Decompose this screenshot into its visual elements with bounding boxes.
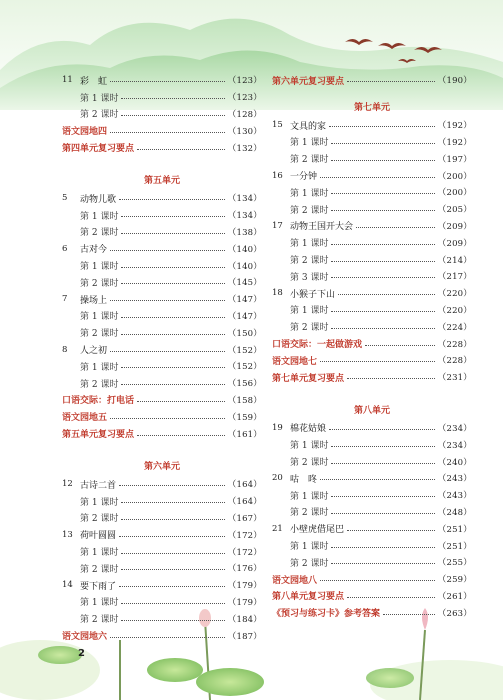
page-ref: （214） [437, 255, 472, 266]
toc-entry [272, 604, 472, 621]
dot-leader [331, 209, 434, 211]
lesson-number: 13 [62, 529, 73, 540]
session-title: 第 2 课时 [80, 278, 119, 289]
entry-title: 小壁虎借尾巴 [290, 525, 345, 536]
toc-entry [62, 627, 262, 644]
lesson-number: 11 [62, 75, 73, 86]
session-title: 第 1 课时 [290, 188, 329, 199]
entry-title: 人之初 [80, 346, 108, 357]
page-ref: （224） [437, 322, 472, 333]
session-title: 第 1 课时 [80, 312, 119, 323]
session-title: 第 1 课时 [80, 262, 119, 273]
page-ref: （231） [437, 373, 472, 384]
page-ref: （145） [227, 278, 262, 289]
toc-entry [272, 234, 472, 251]
entry-title: 小猴子下山 [290, 289, 336, 300]
flying-birds-decoration [340, 28, 450, 68]
page-ref: （140） [227, 244, 262, 255]
toc-entry [62, 89, 262, 106]
page-ref: （128） [227, 109, 262, 120]
entry-title: 要下雨了 [80, 581, 117, 592]
session-title: 第 1 课时 [290, 239, 329, 250]
page-ref: （130） [227, 126, 262, 137]
session-title: 第 2 课时 [80, 615, 119, 626]
page-ref: （205） [437, 205, 472, 216]
session-title: 第 1 课时 [80, 93, 119, 104]
entry-title: 荷叶圆圆 [80, 531, 117, 542]
toc-entry [62, 139, 262, 156]
lesson-number: 21 [272, 523, 283, 534]
page-ref: （251） [437, 524, 472, 535]
toc-entry [62, 72, 262, 89]
page-ref: （184） [227, 614, 262, 625]
toc-entry [62, 324, 262, 341]
lesson-number: 7 [62, 294, 68, 305]
page-ref: （190） [437, 76, 472, 87]
page-ref: （192） [437, 121, 472, 132]
page-ref: （197） [437, 154, 472, 165]
dot-leader [119, 585, 225, 587]
page-ref: （179） [227, 581, 262, 592]
page-ref: （209） [437, 221, 472, 232]
dot-leader [121, 333, 224, 335]
toc-entry [272, 554, 472, 571]
dot-leader [121, 97, 224, 99]
dot-leader [331, 327, 434, 329]
dot-leader [121, 602, 224, 604]
session-title: 第 3 课时 [290, 272, 329, 283]
session-title: 第 1 课时 [290, 306, 329, 317]
session-title: 第 2 课时 [290, 323, 329, 334]
entry-title: 动物王国开大会 [290, 222, 354, 233]
entry-title: 口语交际：一起做游戏 [272, 340, 363, 351]
session-title: 第 1 课时 [80, 211, 119, 222]
dot-leader [121, 114, 224, 116]
page-ref: （134） [227, 194, 262, 205]
dot-leader [119, 198, 225, 200]
dot-leader [121, 316, 224, 318]
page-ref: （228） [437, 356, 472, 367]
session-title: 第 2 课时 [290, 155, 329, 166]
toc-entry [62, 257, 262, 274]
unit6-heading: 第六单元 [143, 462, 180, 473]
dot-leader [121, 518, 224, 520]
dot-leader [110, 350, 225, 352]
dot-leader [320, 176, 435, 178]
entry-title: 第四单元复习要点 [62, 144, 135, 155]
toc-entry [272, 470, 472, 487]
dot-leader [119, 535, 225, 537]
dot-leader [110, 299, 225, 301]
dot-leader [137, 148, 225, 150]
toc-entry [272, 571, 472, 588]
entry-title: 第六单元复习要点 [272, 76, 345, 87]
page-ref: （234） [437, 423, 472, 434]
entry-title: 咕 咚 [290, 474, 318, 485]
lesson-number: 14 [62, 580, 73, 591]
dot-leader [121, 266, 224, 268]
session-title: 第 2 课时 [80, 514, 119, 525]
toc-entry [272, 352, 472, 369]
page-ref: （187） [227, 631, 262, 642]
session-title: 第 1 课时 [290, 542, 329, 553]
entry-title: 棉花姑娘 [290, 424, 327, 435]
dot-leader [331, 546, 434, 548]
toc-entry [272, 335, 472, 352]
page-ref: （176） [227, 564, 262, 575]
toc-entry [62, 577, 262, 594]
entry-title: 动物儿歌 [80, 194, 117, 205]
page-ref: （263） [437, 608, 472, 619]
dot-leader [110, 131, 225, 133]
page-ref: （248） [437, 507, 472, 518]
dot-leader [110, 249, 225, 251]
dot-leader [331, 462, 434, 464]
lesson-number: 15 [272, 120, 283, 131]
session-title: 第 2 课时 [80, 329, 119, 340]
dot-leader [121, 552, 224, 554]
session-title: 第 1 课时 [80, 362, 119, 373]
lesson-number: 19 [272, 422, 283, 433]
unit5-heading: 第五单元 [143, 176, 180, 187]
entry-title: 第七单元复习要点 [272, 373, 345, 384]
dot-leader [121, 215, 224, 217]
entry-title: 古对今 [80, 245, 108, 256]
page-ref: （259） [437, 575, 472, 586]
dot-leader [320, 360, 435, 362]
unit8-heading: 第八单元 [353, 406, 390, 417]
lesson-number: 18 [272, 288, 283, 299]
session-title: 第 2 课时 [80, 564, 119, 575]
unit6-tail-list [272, 72, 472, 89]
page-ref: （138） [227, 227, 262, 238]
dot-leader [137, 434, 225, 436]
page-ref: （167） [227, 513, 262, 524]
dot-leader [365, 344, 435, 346]
page-ref: （243） [437, 474, 472, 485]
entry-title: 文具的家 [290, 121, 327, 132]
toc-entry [272, 420, 472, 437]
entry-title: 语文园地七 [272, 356, 318, 367]
session-title: 第 1 课时 [290, 491, 329, 502]
unit5-list [62, 190, 262, 442]
toc-entry [62, 375, 262, 392]
dot-leader [331, 159, 434, 161]
lesson-number: 17 [272, 220, 283, 231]
page-ref: （156） [227, 379, 262, 390]
toc-entry [62, 122, 262, 139]
unit7-list [272, 117, 472, 386]
toc-entry [62, 594, 262, 611]
toc-entry [62, 341, 262, 358]
session-title: 第 2 课时 [80, 379, 119, 390]
dot-leader [320, 579, 435, 581]
page-ref: （234） [437, 440, 472, 451]
toc-entry [62, 610, 262, 627]
dot-leader [331, 260, 434, 262]
dot-leader [110, 636, 225, 638]
session-title: 第 1 课时 [80, 598, 119, 609]
unit8-list [272, 420, 472, 622]
page-ref: （164） [227, 497, 262, 508]
dot-leader [347, 80, 435, 82]
dot-leader [331, 310, 434, 312]
page-number: 2 [78, 648, 85, 659]
entry-title: 语文园地六 [62, 632, 108, 642]
page-ref: （179） [227, 597, 262, 608]
toc-entry [272, 369, 472, 386]
page-ref: （251） [437, 541, 472, 552]
page-ref: （152） [227, 362, 262, 373]
toc-entry [272, 72, 472, 89]
toc-entry [272, 302, 472, 319]
page-ref: （217） [437, 272, 472, 283]
dot-leader [110, 417, 225, 419]
dot-leader [331, 512, 434, 514]
session-title: 第 2 课时 [290, 256, 329, 267]
toc-entry [62, 190, 262, 207]
session-title: 第 1 课时 [290, 138, 329, 149]
toc-entry [62, 274, 262, 291]
page-ref: （209） [437, 238, 472, 249]
page-ref: （123） [227, 93, 262, 104]
toc-entry [62, 560, 262, 577]
lesson-number: 8 [62, 344, 68, 355]
dot-leader [331, 192, 434, 194]
dot-leader [331, 243, 434, 245]
dot-leader [121, 282, 224, 284]
toc-entry [62, 224, 262, 241]
dot-leader [331, 276, 434, 278]
toc-entry [272, 218, 472, 235]
toc-entry [62, 526, 262, 543]
toc-entry [272, 436, 472, 453]
dot-leader [121, 568, 224, 570]
session-title: 第 2 课时 [290, 508, 329, 519]
toc-entry [62, 207, 262, 224]
dot-leader [320, 478, 435, 480]
dot-leader [331, 495, 434, 497]
page-ref: （172） [227, 547, 262, 558]
page-ref: （132） [227, 143, 262, 154]
dot-leader [119, 484, 225, 486]
session-title: 第 2 课时 [80, 110, 119, 121]
page-ref: （172） [227, 530, 262, 541]
toc-entry [272, 487, 472, 504]
toc-entry [272, 134, 472, 151]
toc-right-column [272, 72, 472, 621]
entry-title: 古诗二首 [80, 480, 117, 491]
page-ref: （243） [437, 491, 472, 502]
dot-leader [356, 226, 435, 228]
session-title: 第 1 课时 [80, 548, 119, 559]
page-ref: （152） [227, 345, 262, 356]
page-ref: （159） [227, 412, 262, 423]
toc-entry [272, 520, 472, 537]
entry-title: 一分钟 [290, 172, 318, 183]
dot-leader [383, 613, 435, 615]
dot-leader [331, 562, 434, 564]
unit6-list [62, 476, 262, 644]
page-ref: （192） [437, 137, 472, 148]
page-ref: （147） [227, 295, 262, 306]
toc-entry [62, 240, 262, 257]
session-title: 第 1 课时 [80, 497, 119, 508]
dot-leader [331, 142, 434, 144]
toc-entry [62, 291, 262, 308]
page-ref: （200） [437, 188, 472, 199]
toc-entry [62, 543, 262, 560]
dot-leader [121, 232, 224, 234]
page-ref: （200） [437, 171, 472, 182]
toc-entry [62, 476, 262, 493]
entry-title: 《预习与练习卡》参考答案 [272, 609, 381, 620]
entry-title: 语文园地八 [272, 575, 318, 586]
toc-entry [272, 504, 472, 521]
entry-title: 第八单元复习要点 [272, 592, 345, 603]
toc-entry [272, 268, 472, 285]
lesson-number: 6 [62, 243, 68, 254]
toc-entry [272, 184, 472, 201]
dot-leader [121, 501, 224, 503]
page-ref: （150） [227, 328, 262, 339]
dot-leader [329, 428, 435, 430]
page-ref: （220） [437, 305, 472, 316]
toc-entry [272, 537, 472, 554]
toc-entry [62, 308, 262, 325]
page-ref: （134） [227, 211, 262, 222]
toc-entry [272, 201, 472, 218]
lesson-number: 12 [62, 479, 73, 490]
entry-title: 口语交际：打电话 [62, 396, 135, 407]
page-ref: （261） [437, 591, 472, 602]
toc-entry [62, 493, 262, 510]
lesson-number: 20 [272, 473, 283, 484]
unit4-tail-list [62, 72, 262, 156]
session-title: 第 1 课时 [290, 441, 329, 452]
entry-title: 第五单元复习要点 [62, 430, 135, 441]
toc-entry [62, 408, 262, 425]
session-title: 第 2 课时 [80, 228, 119, 239]
dot-leader [347, 596, 435, 598]
toc-entry [272, 318, 472, 335]
toc-entry [62, 392, 262, 409]
page-ref: （255） [437, 558, 472, 569]
dot-leader [329, 125, 435, 127]
lesson-number: 5 [62, 193, 68, 204]
toc-entry [272, 251, 472, 268]
page-ref: （147） [227, 311, 262, 322]
page-ref: （123） [227, 76, 262, 87]
unit7-heading: 第七单元 [353, 103, 390, 114]
toc-entry [62, 106, 262, 123]
dot-leader [121, 383, 224, 385]
entry-title: 语文园地五 [62, 413, 108, 424]
toc-entry [62, 425, 262, 442]
dot-leader [347, 377, 435, 379]
toc-left-column [62, 72, 262, 644]
entry-title: 语文园地四 [62, 127, 108, 138]
toc-entry [272, 285, 472, 302]
dot-leader [121, 366, 224, 368]
entry-title: 彩 虹 [80, 76, 108, 87]
page-ref: （228） [437, 339, 472, 350]
page-ref: （164） [227, 480, 262, 491]
dot-leader [347, 529, 435, 531]
dot-leader [331, 445, 434, 447]
session-title: 第 2 课时 [290, 205, 329, 216]
toc-entry [272, 150, 472, 167]
page-ref: （161） [227, 429, 262, 440]
dot-leader [110, 80, 225, 82]
toc-entry [62, 510, 262, 527]
toc-entry [272, 117, 472, 134]
dot-leader [338, 293, 435, 295]
lesson-number: 16 [272, 170, 283, 181]
page-ref: （240） [437, 457, 472, 468]
page-ref: （140） [227, 261, 262, 272]
session-title: 第 2 课时 [290, 458, 329, 469]
dot-leader [121, 619, 224, 621]
entry-title: 操场上 [80, 295, 108, 306]
toc-entry [62, 358, 262, 375]
toc-entry [272, 167, 472, 184]
page-ref: （220） [437, 289, 472, 300]
dot-leader [137, 400, 225, 402]
toc-entry [272, 453, 472, 470]
toc-entry [272, 588, 472, 605]
session-title: 第 2 课时 [290, 558, 329, 569]
page-ref: （158） [227, 395, 262, 406]
